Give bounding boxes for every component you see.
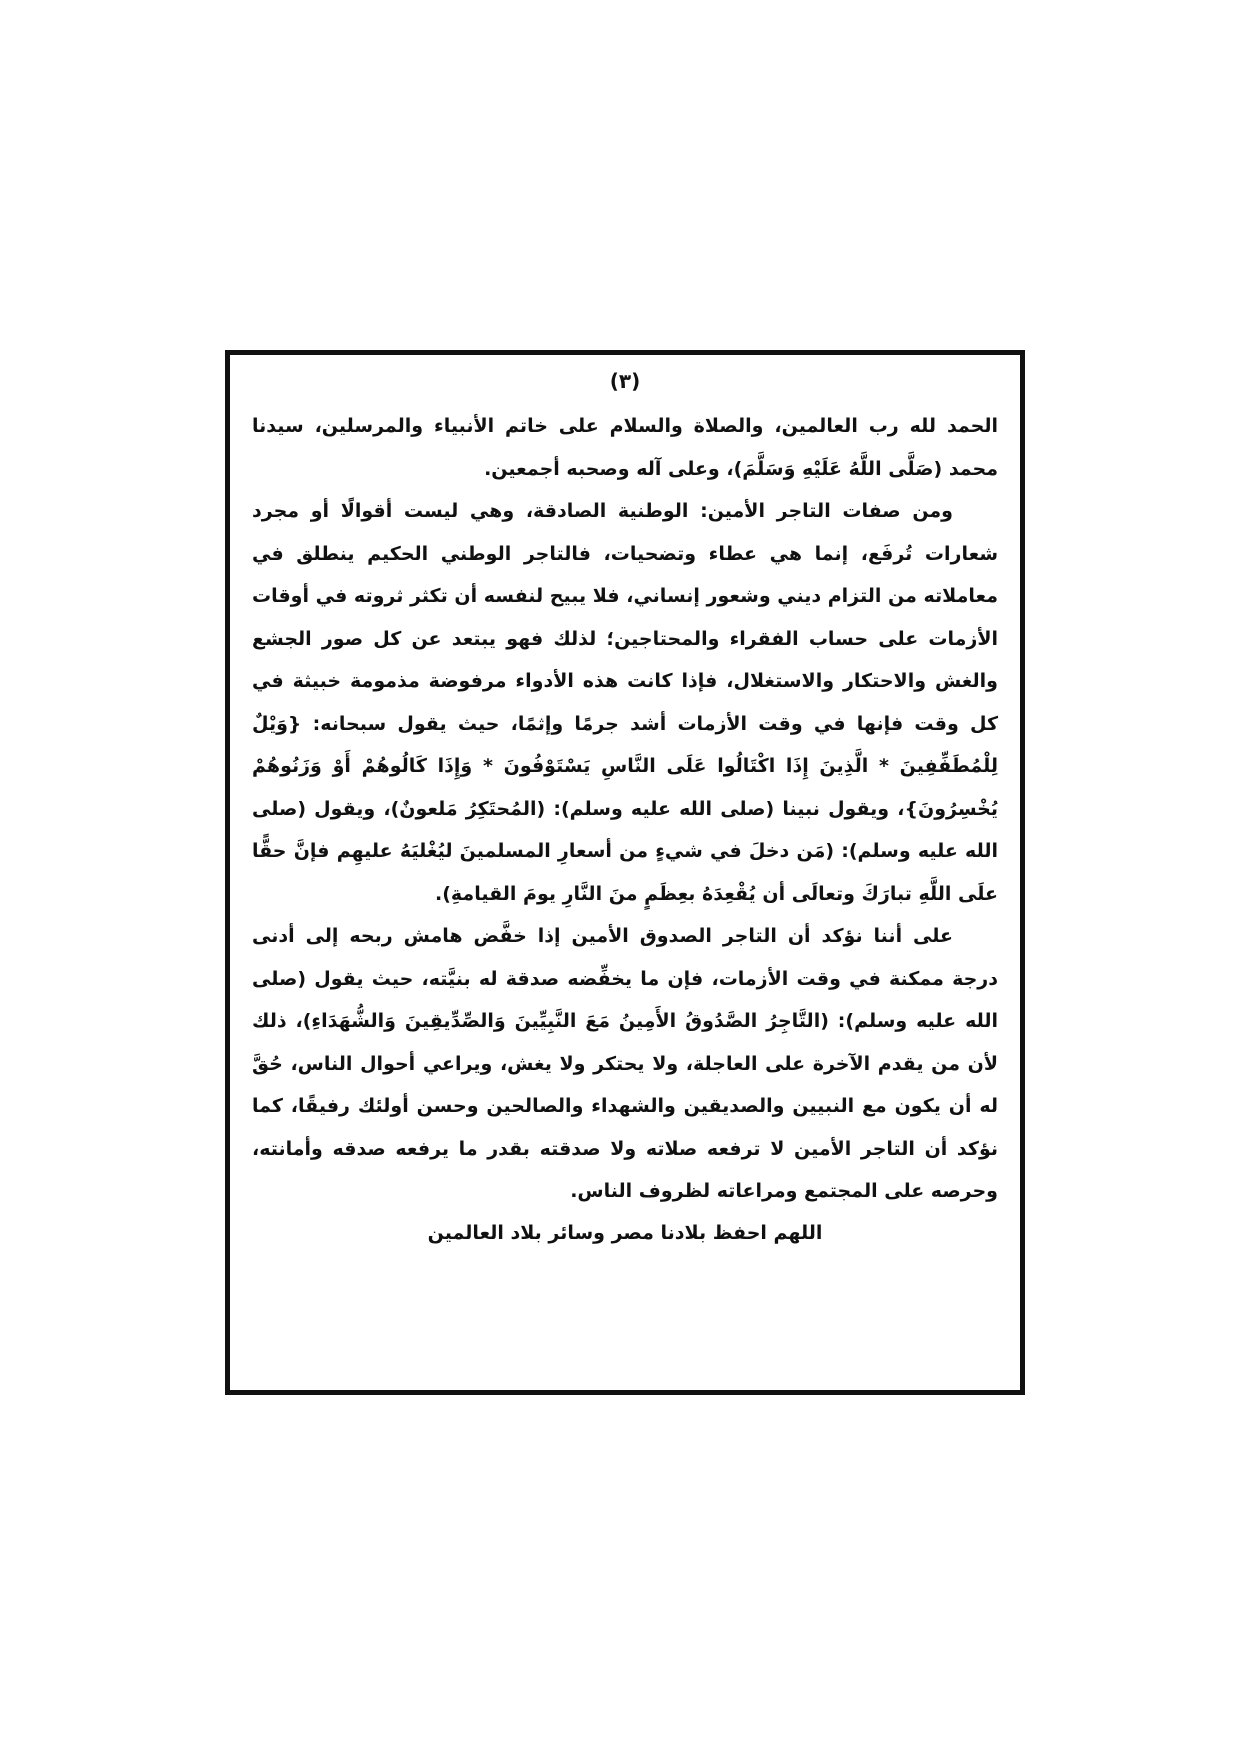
opening-paragraph: الحمد لله رب العالمين، والصلاة والسلام على خاتم الأنبياء والمرسلين، سيدنا محمد (صَلَّى اللَّهُ عَلَيْهِ وَسَلَّمَ)، وعلى آله وصحبه أجمعين. xyxy=(252,415,998,480)
body-paragraph-honest-merchant: على أننا نؤكد أن التاجر الصدوق الأمين إذا خفَّض هامش ربحه إلى أدنى درجة ممكنة في وقت الأزمات، فإن ما يخفِّضه صدقة له بنيَّته، حيث يقول (صلى الله عليه وسلم): (التَّاجِرُ الصَّدُوقُ الأَمِينُ مَعَ النَّبِيِّينَ وَالصِّدِّيقِينَ وَالشُّهَدَاءِ)، ذلك لأن من يقدم الآخرة على العاجلة، ولا يحتكر ولا يغش، ويراعي أحوال الناس، حُقَّ له أن يكون مع النبيين والصديقين والشهداء والصالحين وحسن أولئك رفيقًا، كما نؤكد أن التاجر الأمين لا ترفعه صلاته ولا صدقته بقدر ما يرفعه صدقه وأمانته، وحرصه على المجتمع ومراعاته لظروف الناس. xyxy=(252,925,998,1202)
body-paragraph-patriotism: ومن صفات التاجر الأمين: الوطنية الصادقة، وهي ليست أقوالًا أو مجرد شعارات تُرفَع، إنما هي عطاء وتضحيات، فالتاجر الوطني الحكيم ينطلق في معاملاته من التزام ديني وشعور إنساني، فلا يبيح لنفسه أن تكثر ثروته في أوقات الأزمات على حساب الفقراء والمحتاجين؛ لذلك فهو يبتعد عن كل صور الجشع والغش والاحتكار والاستغلال، فإذا كانت هذه الأدواء مرفوضة مذمومة خبيثة في كل وقت فإنها في وقت الأزمات أشد جرمًا وإثمًا، حيث يقول سبحانه: {وَيْلٌ لِلْمُطَفِّفِينَ * الَّذِينَ إِذَا اكْتَالُوا عَلَى النَّاسِ يَسْتَوْفُونَ * وَإِذَا كَالُوهُمْ أَوْ وَزَنُوهُمْ يُخْسِرُونَ}، ويقول نبينا (صلى الله عليه وسلم): (المُحتَكِرُ مَلعونٌ)، ويقول (صلى الله عليه وسلم): (مَن دخلَ في شيءٍ من أسعارِ المسلمينَ ليُغْليَهُ عليهِم فإنَّ حقًّا علَى اللَّهِ تبارَكَ وتعالَى أن يُقْعِدَهُ بعِظَمٍ منَ النَّارِ يومَ القيامةِ). xyxy=(252,500,998,905)
page-frame xyxy=(225,350,1025,1395)
closing-prayer: اللهم احفظ بلادنا مصر وسائر بلاد العالمين xyxy=(427,1221,823,1244)
page-number: (٣) xyxy=(609,369,641,393)
